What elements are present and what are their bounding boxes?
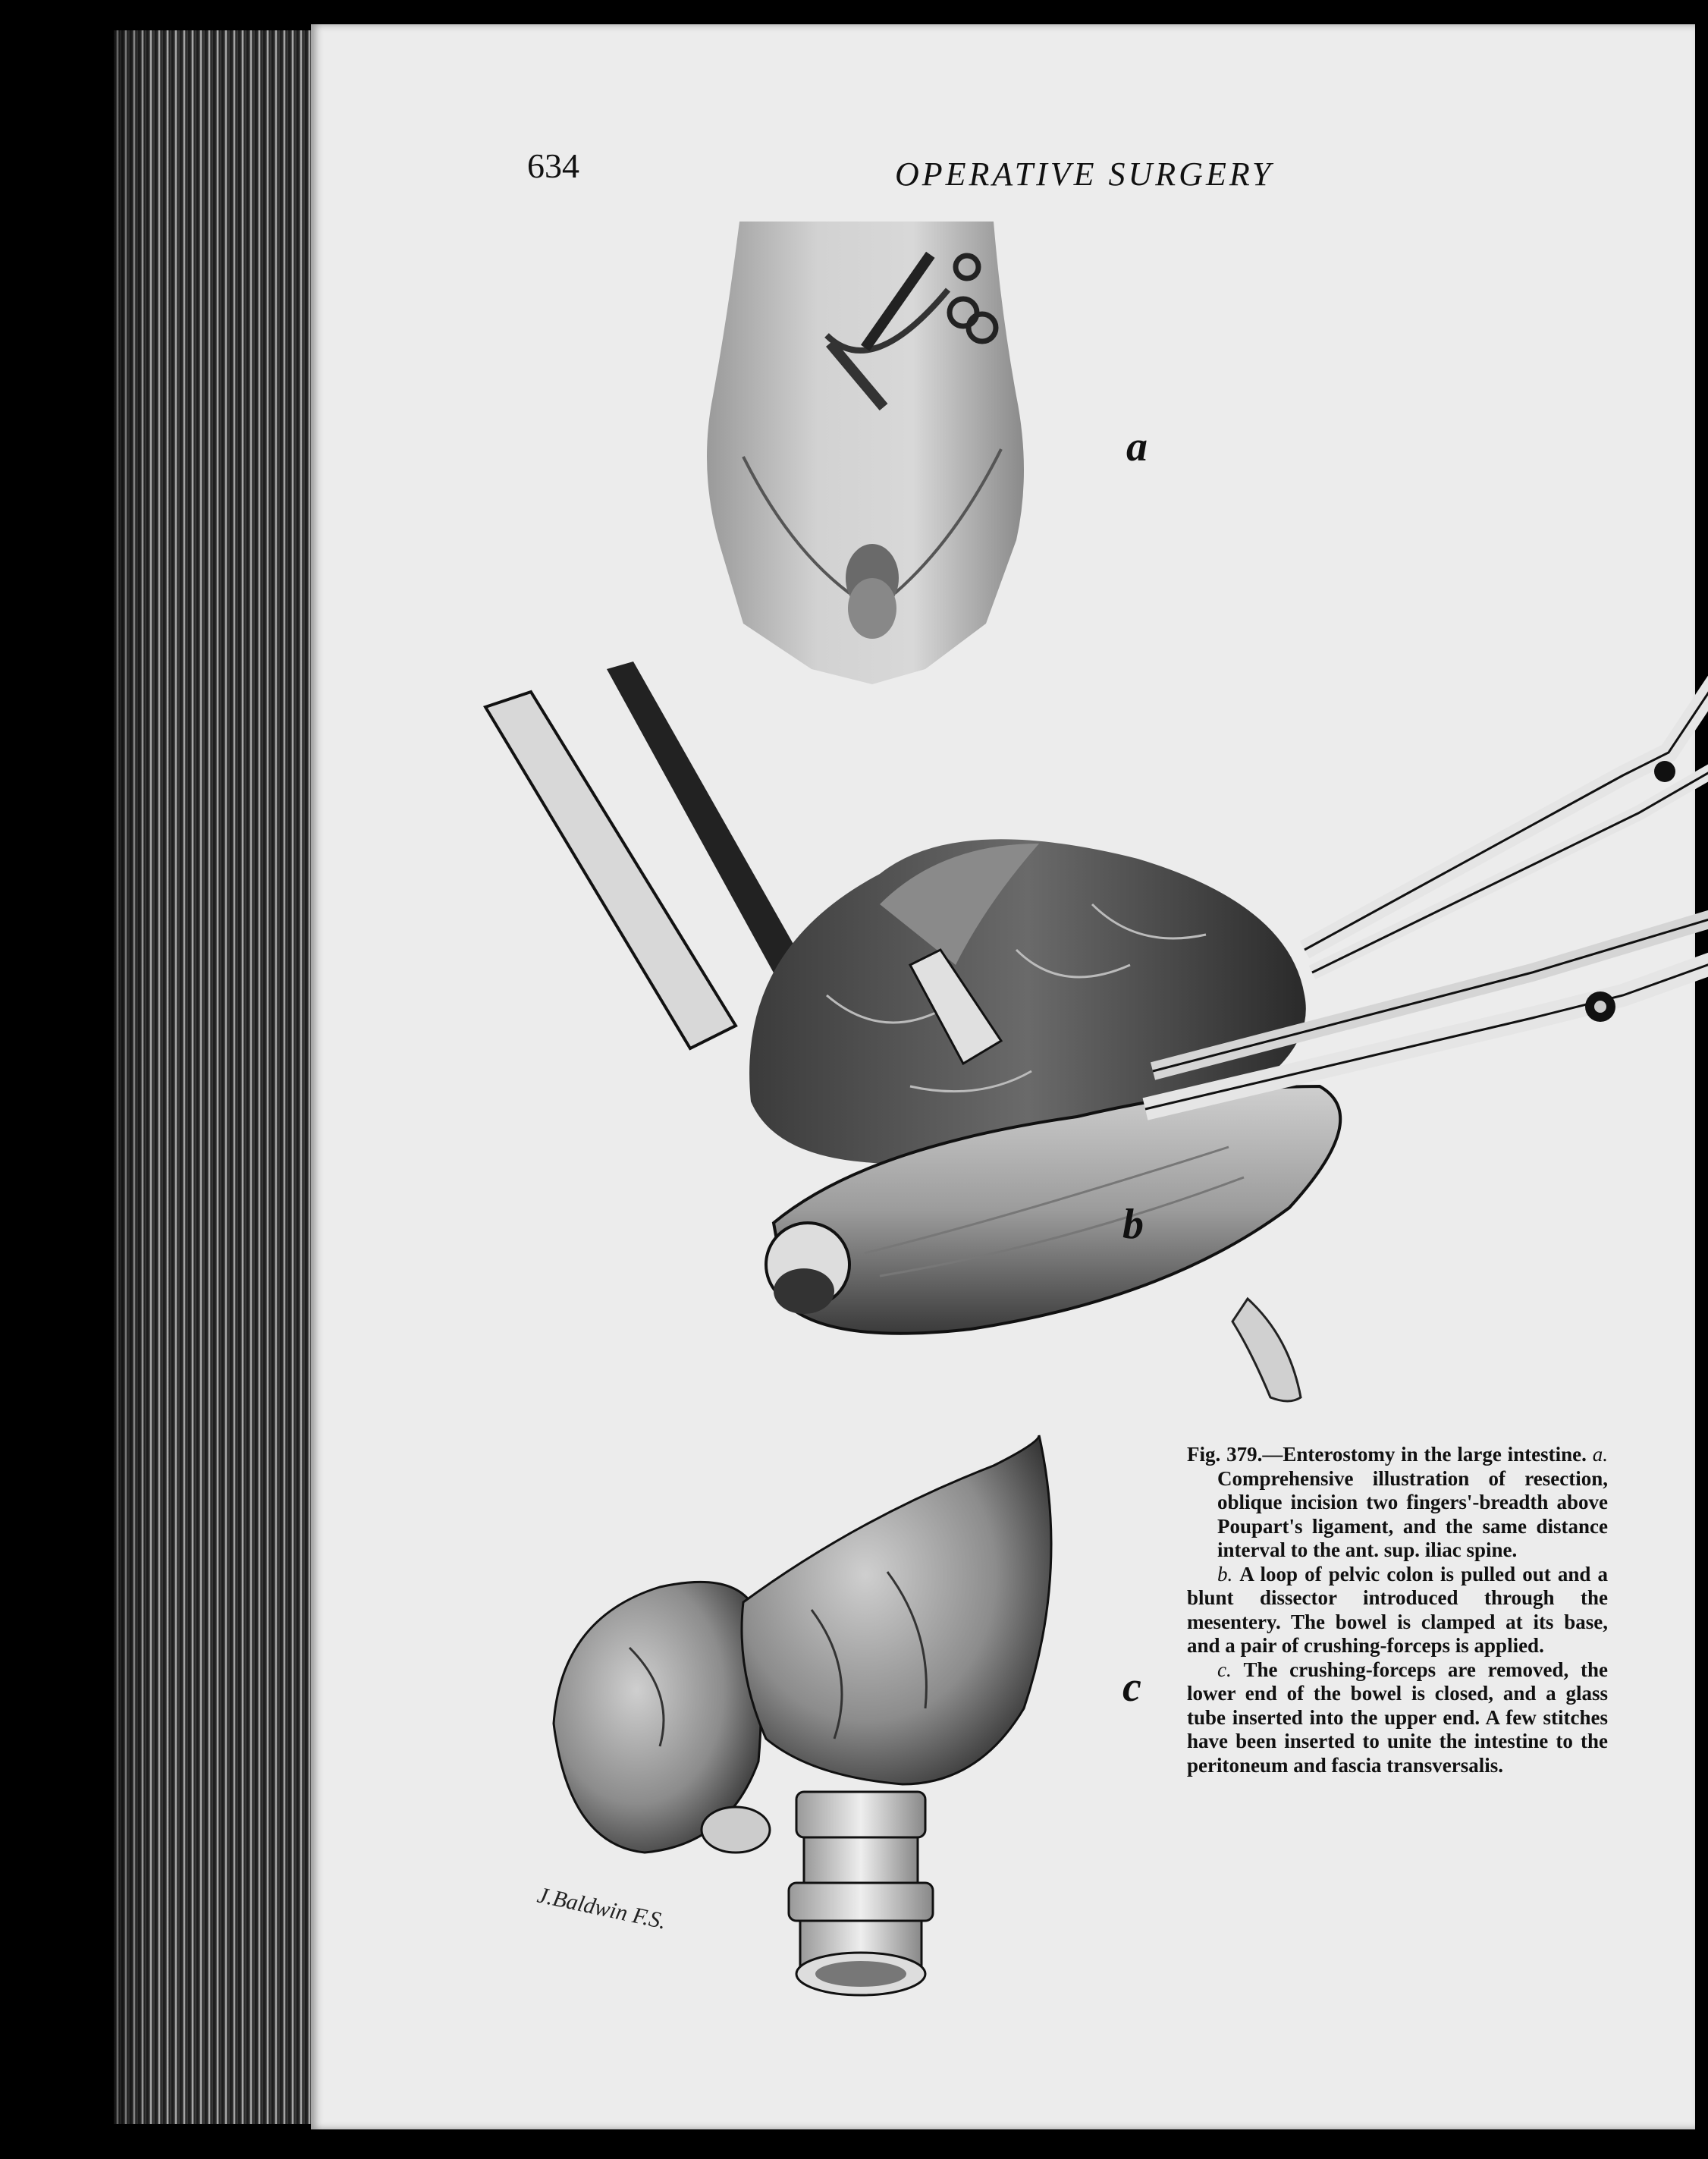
panel-label-a: a [1126, 423, 1148, 470]
caption-text-b: A loop of pelvic colon is pulled out and a blunt dissector introduced through the mesentery. The bowel is clamped at its base, and a pair of crushing-forceps is applied. [1187, 1562, 1609, 1657]
page-number: 634 [527, 146, 579, 185]
caption-fig-prefix: Fig. 379. [1187, 1443, 1263, 1466]
illustration-bowel-tube [538, 1420, 1115, 2027]
caption-para-b [1187, 1563, 1608, 1658]
caption-letter-a: a. [1592, 1443, 1608, 1466]
book-shadow [0, 0, 152, 2159]
panel-label-c: c [1122, 1664, 1141, 1711]
caption-letter-b: b. [1217, 1562, 1233, 1585]
figure-caption [1187, 1443, 1608, 1777]
running-head: OPERATIVE SURGERY [895, 156, 1274, 193]
book-page [311, 24, 1695, 2129]
caption-fig-title: —Enterostomy in the large intestine. [1262, 1443, 1587, 1466]
caption-text-c: The crushing-forceps are removed, the lower end of the bowel is closed, and a glass tube inserted into the upper end. A few stitches have been inserted to unite the intestine to the peritoneum and fascia transversalis. [1187, 1658, 1608, 1777]
panel-label-b: b [1122, 1201, 1144, 1248]
caption-para-c [1187, 1658, 1608, 1778]
caption-para-a [1187, 1443, 1608, 1563]
caption-letter-c: c. [1217, 1658, 1232, 1681]
caption-text-a: Comprehensive illustration of resection, oblique incision two fingers'-breadth above Poupart's ligament, and the same distance interval to the ant. sup. iliac spine. [1217, 1466, 1608, 1561]
artist-signature: J.Baldwin F.S. [535, 1882, 669, 1934]
illustration-colon-loop [485, 419, 1708, 1481]
